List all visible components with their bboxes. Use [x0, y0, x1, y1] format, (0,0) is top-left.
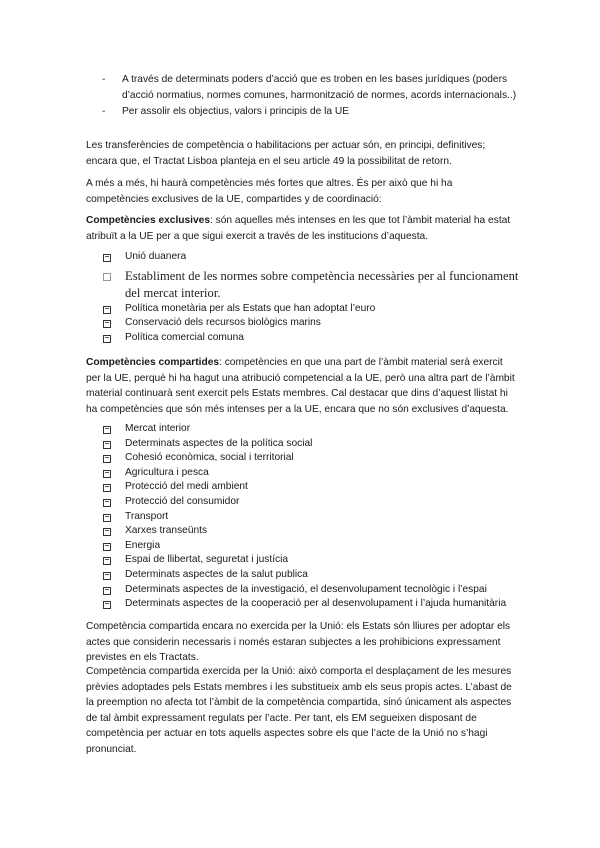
- exclusive-heading: Competències exclusives: [86, 215, 211, 226]
- checkbox-bullet-icon: [103, 335, 111, 343]
- list-item-text: Determinats aspectes de la investigació, el desenvolupament tecnològic i l’espai: [125, 583, 487, 595]
- list-item-text: Determinats aspectes de la salut publica: [125, 568, 308, 580]
- checkbox-bullet-icon: [103, 601, 111, 609]
- checkbox-bullet-icon: [103, 273, 111, 281]
- list-item: [102, 437, 522, 452]
- list-item: [102, 302, 522, 317]
- list-item-text: Conservació dels recursos biològics marins: [125, 317, 321, 329]
- checkbox-bullet-icon: [103, 514, 111, 522]
- paragraph-exercised: Competència compartida exercida per la Unió: això comporta el desplaçament de les mesures prèvies adoptades pels Estats membres i les substitueix amb els seus propis actes. L’abast de la preemption no afecta tot l’àmbit de la competència compartida, sinó únicament als aspectes de tal àmbit expressament regulats per l’acte. Per tant, els EM segueixen disposant de competència per actuar en tots aquells aspectes sobre els que l’acte de la Unió no s’hagi pronunciat.: [86, 666, 512, 755]
- list-item: [102, 316, 522, 331]
- list-item: [102, 524, 522, 539]
- shared-text: : competències en que una part de l’àmbit material serà exercit per la UE, perquè hi ha hagut una atribució competencial a la UE, però una altra part de l’àmbit material continuarà sent exercit pels Estats membres. Cal destacar que dins d’aquest llistat hi ha competències que són més intenses per a la UE, encara que no són exclusives d’aquesta.: [86, 357, 515, 415]
- checkbox-bullet-icon: [103, 455, 111, 463]
- list-item-text: Xarxes transeünts: [125, 525, 208, 537]
- checkbox-bullet-icon: [103, 306, 111, 314]
- list-item: [102, 568, 522, 583]
- dash-marker: -: [102, 106, 106, 117]
- list-item: [102, 72, 522, 103]
- list-item: [102, 583, 522, 598]
- list-item: [102, 331, 522, 346]
- checkbox-bullet-icon: [103, 320, 111, 328]
- list-item: [102, 553, 522, 568]
- exclusive-list: [102, 250, 522, 345]
- list-item: [102, 597, 522, 612]
- list-item: [102, 466, 522, 481]
- intro-list: [102, 72, 522, 121]
- list-item: [102, 510, 522, 525]
- list-item-text: Protecció del medi ambient: [125, 481, 248, 493]
- list-item-text: Cohesió econòmica, social i territorial: [125, 452, 294, 464]
- list-item-text: Protecció del consumidor: [125, 495, 240, 507]
- list-item-text: Mercat interior: [125, 423, 191, 434]
- list-item-text: Establiment de les normes sobre competència necessàries per al funcionament del mercat interior.: [125, 268, 519, 300]
- paragraph-exclusive: [86, 213, 516, 244]
- list-item-text: Per assolir els objectius, valors i principis de la UE: [122, 106, 350, 117]
- checkbox-bullet-icon: [103, 426, 111, 434]
- list-item-text: Determinats aspectes de la cooperació per al desenvolupament i l’ajuda humanitària: [125, 598, 507, 610]
- list-item: [102, 422, 522, 437]
- checkbox-bullet-icon: [103, 441, 111, 449]
- paragraph-not-exercised: Competència compartida encara no exercida per la Unió: els Estats són lliures per adoptar els actes que considerin necessaris i només estaran subjectes a les prohibicions expressament previstes en els Tractats.: [86, 621, 511, 663]
- list-item-text: Determinats aspectes de la política social: [125, 437, 313, 449]
- list-item: [102, 539, 522, 554]
- list-item-text: Unió duanera: [125, 251, 187, 262]
- checkbox-bullet-icon: [103, 499, 111, 507]
- list-item-text: Política comercial comuna: [125, 331, 244, 343]
- list-item-text: Transport: [125, 510, 169, 522]
- list-item-text: Política monetària per als Estats que han adoptat l’euro: [125, 302, 376, 314]
- list-item-text: Espai de llibertat, seguretat i justícia: [125, 554, 289, 566]
- checkbox-bullet-icon: [103, 528, 111, 536]
- list-item-text: Agricultura i pesca: [125, 466, 209, 478]
- exclusive-text: : són aquelles més intenses en les que tot l’àmbit material ha estat atribuït a la UE per a que sigui exercit a través de les institucions d’aquesta.: [86, 215, 511, 242]
- paragraph-transfer: Les transferències de competència o habilitacions per actuar són, en principi, definitives; encara que, el Tractat Lisboa planteja en el seu article 49 la possibilitat de retorn.: [86, 140, 486, 167]
- checkbox-bullet-icon: [103, 484, 111, 492]
- checkbox-bullet-icon: [103, 470, 111, 478]
- list-item: [102, 268, 522, 302]
- list-item: [102, 250, 522, 265]
- checkbox-bullet-icon: [103, 254, 111, 262]
- list-item: [102, 495, 522, 510]
- paragraph-more: A més a més, hi haurà competències més fortes que altres. És per això que hi ha competències exclusives de la UE, compartides y de coordinació:: [86, 178, 453, 205]
- list-item: [102, 480, 522, 495]
- checkbox-bullet-icon: [103, 557, 111, 565]
- shared-list: [102, 422, 522, 612]
- list-item: [102, 451, 522, 466]
- dash-marker: -: [102, 74, 106, 85]
- list-item: [102, 104, 522, 120]
- list-item-text: A través de determinats poders d’acció que es troben en les bases jurídiques (poders d’acció normatius, normes comunes, harmonització de normes, acords internacionals..): [122, 74, 517, 101]
- checkbox-bullet-icon: [103, 543, 111, 551]
- paragraph-shared: [86, 355, 516, 417]
- checkbox-bullet-icon: [103, 572, 111, 580]
- checkbox-bullet-icon: [103, 587, 111, 595]
- shared-heading: Competències compartides: [86, 357, 220, 368]
- list-item-text: Energia: [125, 539, 161, 551]
